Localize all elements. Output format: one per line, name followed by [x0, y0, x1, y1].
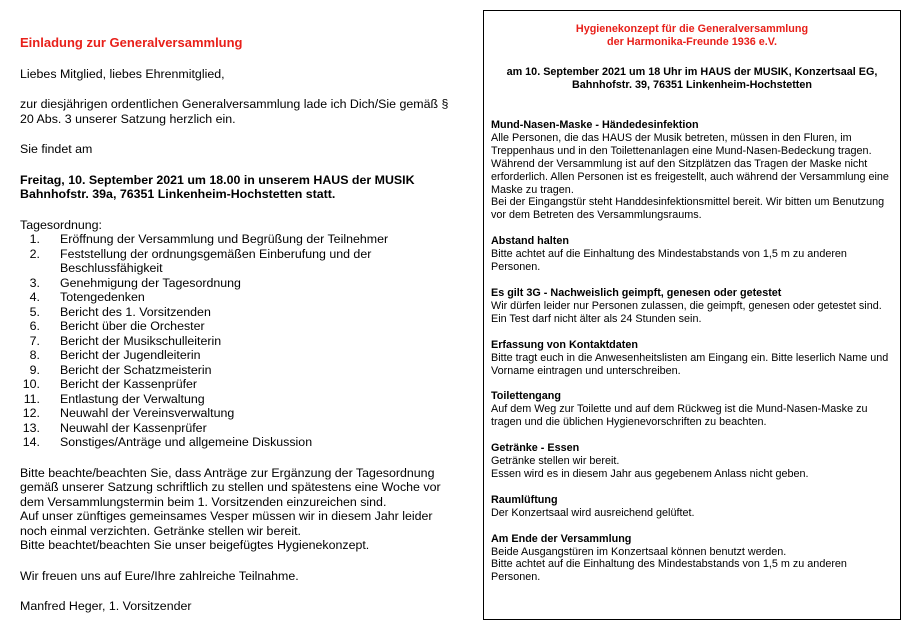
agenda-item-text: Bericht des 1. Vorsitzenden [60, 304, 211, 319]
agenda-item-number: 14. [22, 435, 40, 449]
location-line-1: Freitag, 10. September 2021 um 18.00 in unserem HAUS der MUSIK [20, 172, 415, 187]
hygiene-title-line-2: der Harmonika-Freunde 1936 e.V. [606, 35, 778, 48]
agenda-item-number: 11. [23, 391, 40, 406]
hygiene-section-text: Bitte achtet auf die Einhaltung des Mindestabstands von 1,5 m zu anderen Personen. [491, 248, 847, 274]
hygiene-section-title: Abstand halten [491, 235, 569, 248]
event-line-1: am 10. September 2021 um 18 Uhr im HAUS der MUSIK, Konzertsaal EG, [506, 65, 878, 78]
agenda-item [20, 363, 460, 378]
hygiene-section-title: Am Ende der Versammlung [491, 532, 632, 545]
agenda-item [20, 392, 460, 407]
agenda-item-text: Totengedenken [60, 290, 145, 304]
agenda-title: Tagesordnung: [20, 217, 102, 232]
location-line-2: Bahnhofstr. 39a, 76351 Linkenheim-Hochstetten statt. [20, 187, 336, 201]
agenda-item-text: Genehmigung der Tagesordnung [60, 275, 241, 290]
agenda-list [20, 232, 460, 450]
agenda-item [20, 377, 460, 392]
hygiene-section-title: Raumlüftung [491, 493, 558, 506]
hygiene-section [491, 339, 895, 378]
hygiene-section-text: Bei der Eingangstür steht Handdesinfektionsmittel bereit. Wir bitten um Benutzung vor dem Betreten des Versammlungsraums. [491, 196, 885, 222]
agenda-item [20, 305, 460, 320]
closing-text: Wir freuen uns auf Eure/Ihre zahlreiche Teilnahme. [20, 568, 299, 583]
hygiene-section [491, 533, 895, 585]
agenda-item-text: Neuwahl der Kassenprüfer [60, 420, 207, 435]
hygiene-section-text: Bitte achtet auf die Einhaltung des Mindestabstands von 1,5 m zu anderen Personen. [491, 558, 847, 584]
agenda-item-text: Bericht der Schatzmeisterin [60, 362, 212, 377]
signature: Manfred Heger, 1. Vorsitzender [20, 599, 192, 613]
agenda-item-number: 3. [29, 275, 40, 290]
hygiene-section-text: Wir dürfen leider nur Personen zulassen, die geimpft, genesen oder getestet sind. Ein Test darf nicht älter als 24 Stunden sein. [491, 299, 882, 325]
hygiene-section [491, 235, 895, 274]
intro-text: zur diesjährigen ordentlichen Generalversammlung lade ich Dich/Sie gemäß § 20 Abs. 3 unserer Satzung herzlich ein. [20, 97, 449, 126]
agenda-item-number: 6. [29, 319, 40, 333]
hygiene-section-text: Beide Ausgangstüren im Konzertsaal können benutzt werden. [491, 545, 787, 558]
hygiene-section-title: Erfassung von Kontaktdaten [491, 338, 638, 351]
agenda [20, 218, 460, 450]
hygiene-section-text: Bitte tragt euch in die Anwesenheitslisten am Eingang ein. Bitte leserlich Name und Vorname eintragen und unterschreiben. [491, 351, 889, 377]
invitation-letter [20, 36, 460, 614]
agenda-item-number: 1. [29, 232, 40, 246]
agenda-item-number: 4. [29, 290, 40, 304]
hygiene-title-line-1: Hygienekonzept für die Generalversammlung [575, 23, 809, 35]
hygiene-section-text: Während der Versammlung ist auf den Sitzplätzen das Tragen der Maske nicht erforderlich. Allen Personen ist es freigestellt, auch während der Versammlung eine Maske zu tragen. [491, 157, 889, 196]
agenda-item-number: 2. [29, 246, 40, 261]
location-details [20, 173, 460, 202]
agenda-item [20, 247, 460, 276]
hygiene-section [491, 442, 895, 481]
agenda-item-number: 10. [22, 377, 40, 391]
hygiene-section-text: Alle Personen, die das HAUS der Musik betreten, müssen in den Fluren, im Treppenhaus und in den Toilettenanlagen eine Mund-Nasen-Bedeckung tragen. [491, 131, 872, 157]
agenda-item [20, 334, 460, 349]
hygiene-section [491, 119, 895, 222]
agenda-item-text: Entlastung der Verwaltung [60, 391, 205, 406]
agenda-item-text: Feststellung der ordnungsgemäßen Einberufung und der Beschlussfähigkeit [60, 246, 372, 275]
agenda-item [20, 276, 460, 291]
agenda-item-text: Bericht über die Orchester [60, 319, 205, 333]
hygiene-title [484, 23, 900, 49]
notices [20, 466, 460, 553]
hygiene-section [491, 287, 895, 326]
hygiene-section-text: Der Konzertsaal wird ausreichend gelüftet. [491, 506, 695, 519]
hygiene-section-title: Es gilt 3G - Nachweislich geimpft, genesen oder getestet [491, 286, 782, 299]
hygiene-section-title: Mund-Nasen-Maske - Händedesinfektion [491, 119, 699, 131]
agenda-item-number: 12. [22, 406, 40, 420]
agenda-item-text: Sonstiges/Anträge und allgemeine Diskussion [60, 435, 313, 449]
agenda-item [20, 406, 460, 421]
agenda-item-text: Eröffnung der Versammlung und Begrüßung der Teilnehmer [60, 232, 389, 246]
agenda-item [20, 232, 460, 247]
hygiene-section-text: Essen wird es in diesem Jahr aus gegebenem Anlass nicht geben. [491, 467, 809, 480]
hygiene-section-text: Auf dem Weg zur Toilette und auf dem Rückweg ist die Mund-Nasen-Maske zu tragen und die üblichen Hygienevorschriften zu beachten. [491, 403, 868, 429]
hygiene-concept-box [483, 10, 901, 620]
hygiene-section [491, 494, 895, 520]
agenda-item-number: 8. [29, 348, 40, 362]
agenda-item-number: 13. [22, 420, 40, 435]
agenda-item-text: Bericht der Kassenprüfer [60, 377, 198, 391]
agenda-item-number: 9. [29, 362, 40, 377]
agenda-item-number: 7. [29, 333, 40, 348]
event-details [484, 66, 900, 92]
invitation-title: Einladung zur Generalversammlung [20, 35, 243, 50]
agenda-item-text: Neuwahl der Vereinsverwaltung [60, 406, 235, 420]
agenda-item [20, 290, 460, 305]
hygiene-section-title: Getränke - Essen [491, 442, 580, 455]
agenda-item [20, 421, 460, 436]
hygiene-section-title: Toilettengang [491, 390, 561, 403]
notice-motions: Bitte beachte/beachten Sie, dass Anträge zur Ergänzung der Tagesordnung gemäß unserer Satzung schriftlich zu stellen und spätestens eine Woche vor dem Versammlungstermin beim 1. Vorsitzenden einzureichen sind. [20, 465, 441, 509]
agenda-item-text: Bericht der Musikschulleiterin [60, 333, 222, 348]
notice-vesper: Auf unser zünftiges gemeinsames Vesper müssen wir in diesem Jahr leider noch einmal verzichten. Getränke stellen wir bereit. [20, 509, 433, 538]
agenda-item [20, 348, 460, 363]
salutation: Liebes Mitglied, liebes Ehrenmitglied, [20, 66, 225, 81]
location-intro: Sie findet am [20, 142, 93, 156]
agenda-item [20, 319, 460, 334]
agenda-item [20, 435, 460, 450]
notice-hygiene: Bitte beachtet/beachten Sie unser beigefügtes Hygienekonzept. [20, 538, 370, 552]
hygiene-section-text: Getränke stellen wir bereit. [491, 455, 620, 468]
agenda-item-text: Bericht der Jugendleiterin [60, 348, 201, 362]
hygiene-section [491, 390, 895, 429]
agenda-item-number: 5. [29, 304, 40, 319]
event-line-2: Bahnhofstr. 39, 76351 Linkenheim-Hochstetten [572, 78, 812, 91]
hygiene-sections [491, 119, 895, 597]
